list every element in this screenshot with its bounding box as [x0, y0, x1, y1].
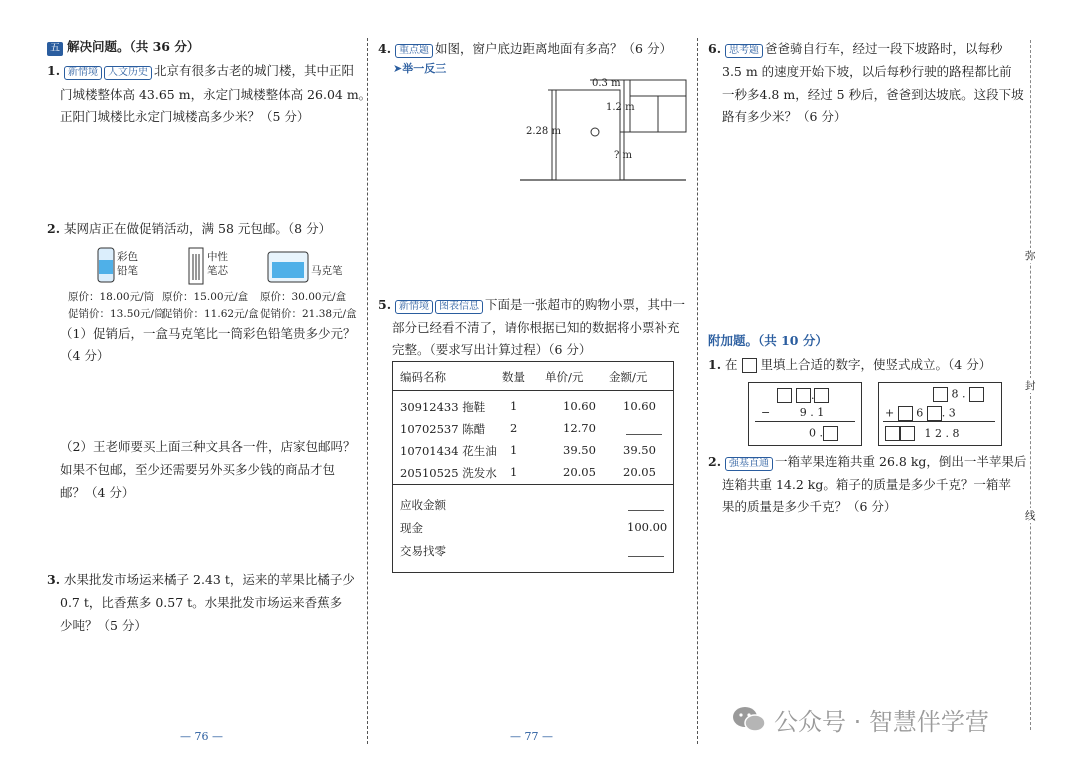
receipt-row-3-amount: 39.50 [623, 443, 656, 457]
q1-text-1: 北京有很多古老的城门楼，其中正阳 [154, 63, 355, 78]
calc-box[interactable] [969, 387, 984, 402]
diagram-label-window: 1.2 m [606, 102, 635, 113]
margin-char-3: 线 [1025, 510, 1036, 522]
receipt-header-name: 编码名称 [400, 370, 446, 384]
receipt-cash-label: 现金 [400, 521, 423, 535]
receipt-row-3-qty: 1 [510, 443, 518, 457]
receipt-row-4-name: 20510525 洗发水 [400, 466, 497, 480]
receipt-row-3-price: 39.50 [563, 443, 596, 457]
q2-sub2-line2: 如果不包邮，至少还需要另外买多少钱的商品才包 [60, 462, 336, 477]
q3-text-3: 少吨？（5 分） [60, 618, 147, 633]
q6-text-4: 路有多少米？（6 分） [722, 109, 847, 124]
answer-box-sample [742, 358, 757, 373]
q6-text-3: 一秒多4.8 m，经过 5 秒后，爸爸到达坡底。这段下坡 [722, 87, 1024, 102]
calc-left: . − 9 . 1 0 . [748, 382, 862, 446]
calc-right-row2a: 6 [916, 406, 924, 420]
calc-box[interactable] [898, 406, 913, 421]
calc-box[interactable] [814, 388, 829, 403]
section-heading [47, 38, 199, 56]
q5-text-1: 下面是一张超市的购物小票，其中一 [485, 297, 686, 312]
e2-text-2: 连箱共重 14.2 kg。箱子的质量是多少千克？一箱苹 [722, 477, 1011, 492]
receipt-row-2-name: 10702537 陈醋 [400, 422, 486, 436]
q5-tag-chart: 图表信息 [435, 300, 483, 314]
q5-text-3: 完整。（要求写出计算过程）（6 分） [392, 342, 592, 357]
receipt-row-4-amount: 20.05 [623, 465, 656, 479]
calc-right-row3: 1 2 . 8 [924, 426, 960, 440]
e2-number: 2. [708, 454, 722, 469]
product-1-name: 彩色 铅笔 [117, 251, 138, 277]
calc-right-row1: 8 . [951, 387, 966, 401]
receipt-change-blank [628, 544, 664, 560]
receipt-due-label: 应收金额 [400, 498, 446, 512]
calc-box[interactable] [777, 388, 792, 403]
diagram-label-total: 2.28 m [526, 126, 561, 137]
diagram-label-unknown: ? m [614, 150, 633, 161]
q2-sub2-line1: （2）王老师要买上面三种文具各一件，店家包邮吗？ [60, 439, 356, 454]
extra-section-title: 附加题。（共 10 分） [708, 333, 828, 348]
product-2-promo-price: 促销价：11.62元/盒 [162, 308, 259, 320]
q4-number: 4. [378, 41, 392, 56]
page-number-middle: — 77 — [510, 730, 553, 743]
receipt-row-4-price: 20.05 [563, 465, 596, 479]
receipt-header-amount: 金额/元 [609, 370, 648, 384]
e2-tag-foundation: 强基直通 [725, 457, 773, 471]
q3-text-2: 0.7 t，比香蕉多 0.57 t。水果批发市场运来香蕉多 [60, 595, 343, 610]
receipt-header-qty: 数量 [502, 370, 525, 384]
column-divider-1 [367, 38, 368, 744]
watermark-text: 公众号 · 智慧伴学营 [774, 708, 989, 736]
calc-left-row3: 0 . [809, 426, 823, 440]
product-1-promo-price: 促销价：13.50元/筒 [68, 308, 165, 320]
receipt-cash-value: 100.00 [627, 520, 668, 534]
margin-char-2: 封 [1025, 380, 1036, 392]
gel-refill-box-icon [186, 246, 206, 286]
calc-box[interactable] [900, 426, 915, 441]
marker-pen-box-icon [266, 250, 310, 284]
e1-number: 1. [708, 357, 722, 372]
receipt-row-1-qty: 1 [510, 399, 518, 413]
q3-text-1: 水果批发市场运来橘子 2.43 t，运来的苹果比橘子少 [64, 572, 355, 587]
calc-box[interactable] [885, 426, 900, 441]
e1-line1 [708, 356, 991, 374]
q2-text: 某网店正在做促销活动，满 58 元包邮。（8 分） [64, 221, 332, 236]
margin-char-1: 弥 [1025, 250, 1036, 262]
section-badge: 五 [47, 42, 63, 56]
receipt-row-1-price: 10.60 [563, 399, 596, 413]
product-3-original-price: 原价：30.00元/盒 [260, 291, 347, 303]
q2-sub2-line3: 邮？（4 分） [60, 485, 135, 500]
q1-tag-history: 人文历史 [104, 66, 152, 80]
receipt-row-4-qty: 1 [510, 465, 518, 479]
receipt-due-blank [628, 498, 664, 514]
calc-box[interactable] [823, 426, 838, 441]
wechat-icon [730, 704, 768, 734]
q4-line1 [378, 40, 672, 58]
q2-number: 2. [47, 221, 61, 236]
receipt-row-2-qty: 2 [510, 421, 518, 435]
q5-text-2: 部分已经看不清了，请你根据已知的数据将小票补充 [392, 320, 680, 335]
q5-line1 [378, 296, 685, 314]
calc-box[interactable] [933, 387, 948, 402]
q1-tag-new-context: 新情境 [64, 66, 102, 80]
q1-line1 [47, 62, 354, 80]
product-3-promo-price: 促销价：21.38元/盒 [260, 308, 357, 320]
calc-left-operator: − [761, 406, 771, 419]
arrow-icon: ➤ [393, 62, 403, 75]
product-3-name: 马克笔 [311, 265, 343, 277]
diagram-label-top: 0.3 m [592, 78, 621, 89]
receipt-row-1-name: 30912433 拖鞋 [400, 400, 486, 414]
calc-box[interactable] [927, 406, 942, 421]
q4-tag-key: 重点题 [395, 44, 433, 58]
q4-text: 如图，窗户底边距离地面有多高？（6 分） [435, 41, 672, 56]
receipt-row-2-amount-blank [626, 422, 662, 438]
colored-pencil-tube-icon [96, 246, 116, 284]
receipt-row-1-amount: 10.60 [623, 399, 656, 413]
q6-tag-thinking: 思考题 [725, 44, 763, 58]
q1-number: 1. [47, 63, 61, 78]
q3-number: 3. [47, 572, 61, 587]
e1-text-b: 里填上合适的数字，使竖式成立。（4 分） [760, 357, 992, 372]
receipt-header-price: 单价/元 [545, 370, 584, 384]
calc-right-row2b: . 3 [941, 406, 956, 420]
receipt-row-3-name: 10701434 花生油 [400, 444, 497, 458]
product-1-original-price: 原价：18.00元/筒 [68, 291, 155, 303]
q2-sub1-line2: （4 分） [60, 348, 110, 363]
calc-left-row2: 9 . 1 [799, 406, 825, 419]
e2-text-3: 果的质量是多少千克？（6 分） [722, 499, 897, 514]
calc-right [878, 382, 1002, 446]
q6-line1 [708, 40, 1003, 58]
receipt-change-label: 交易找零 [400, 544, 446, 558]
e2-line1 [708, 453, 1026, 471]
q6-text-2: 3.5 m 的速度开始下坡，以后每秒行驶的路程都比前 [722, 64, 1012, 79]
q2-line1 [47, 220, 331, 238]
q6-number: 6. [708, 41, 722, 56]
q1-text-2: 门城楼整体高 43.65 m，永定门城楼整体高 26.04 m。 [60, 87, 372, 102]
product-2-original-price: 原价：15.00元/盒 [162, 291, 249, 303]
product-2-name: 中性 笔芯 [207, 251, 228, 277]
q3-line1 [47, 571, 355, 589]
q4-subtitle: ➤举一反三 [393, 62, 447, 75]
page-number-left: — 76 — [180, 730, 223, 743]
q6-text-1: 爸爸骑自行车，经过一段下坡路时，以每秒 [765, 41, 1003, 56]
calc-right-operator: + [885, 406, 895, 420]
receipt-row-2-price: 12.70 [563, 421, 596, 435]
section-title: 解决问题。（共 36 分） [66, 39, 200, 54]
e2-text-1: 一箱苹果连箱共重 26.8 kg，倒出一半苹果后 [775, 454, 1027, 469]
q2-sub1-line1: （1）促销后，一盒马克笔比一筒彩色铅笔贵多少元？ [60, 326, 356, 341]
q5-number: 5. [378, 297, 392, 312]
q1-text-3: 正阳门城楼比永定门城楼高多少米？（5 分） [60, 109, 310, 124]
e1-text-a: 在 [725, 357, 738, 372]
column-divider-2 [697, 38, 698, 744]
q5-tag-new-context: 新情境 [395, 300, 433, 314]
calc-box[interactable] [796, 388, 811, 403]
